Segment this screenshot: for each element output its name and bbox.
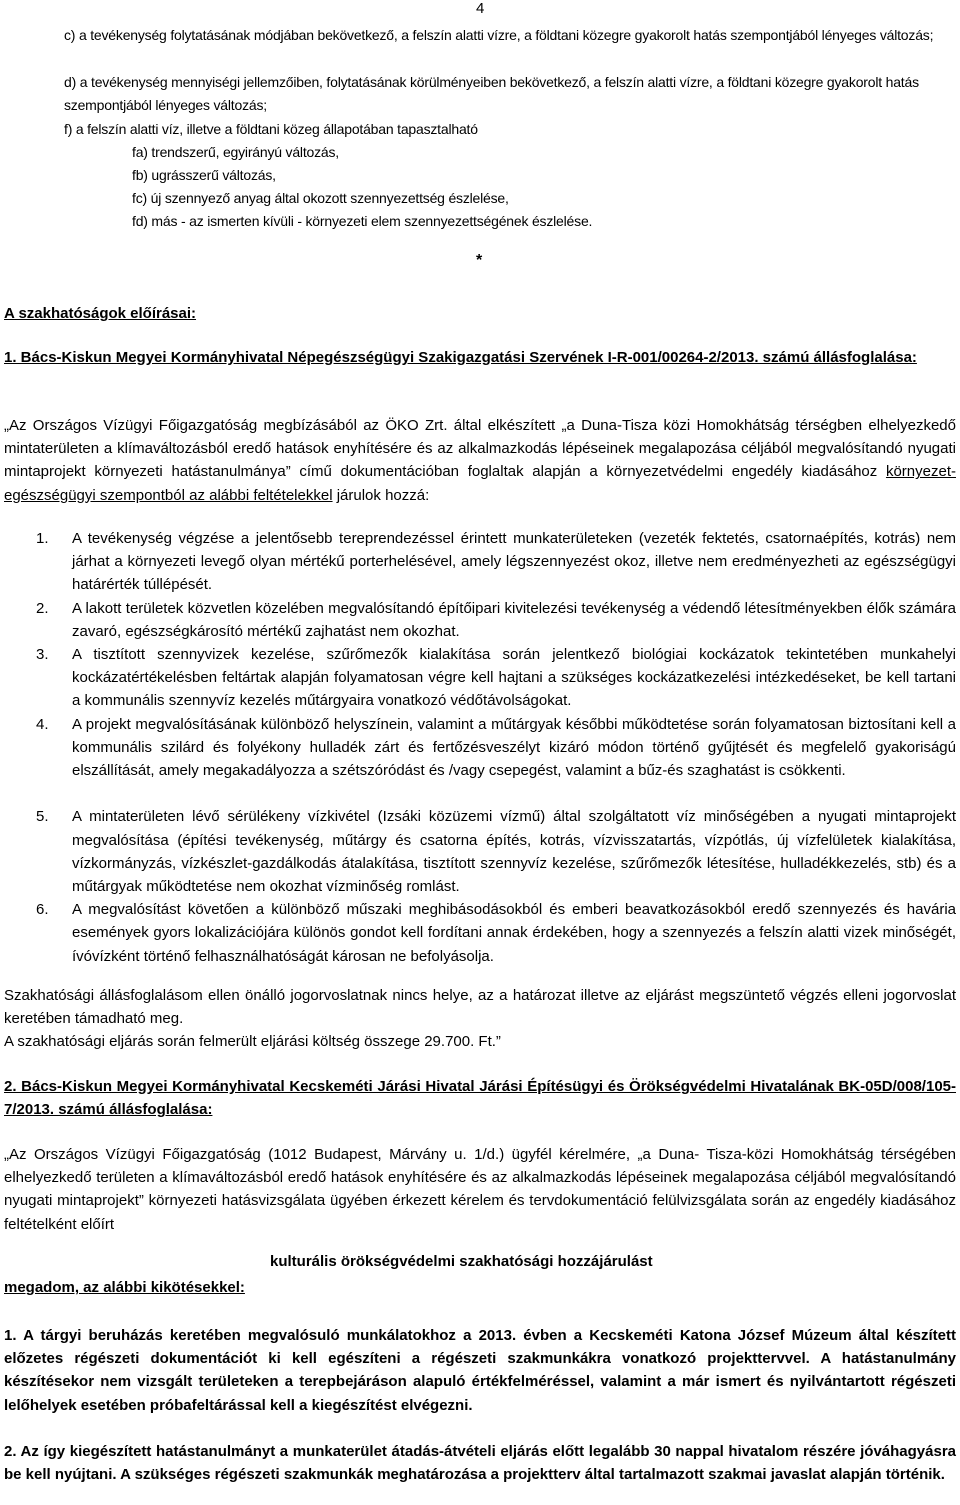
list-item	[4, 597, 956, 643]
clause-fa: fa) trendszerű, egyirányú változás,	[132, 144, 339, 160]
item-text: A mintaterületen lévő sérülékeny vízkivétel (Izsáki közüzemi vízmű) által szolgáltatott víz minőségében a nyugati mintaprojekt megvalósítása (építési tevékenység, műtárgy és csatorna építés, kotrás, vízvisszatartás, vízpótlás, új vízfelületek kialakítása, vízkormányzás, vízkészlet-gazdálkodás átalakítása, tisztított szennyvíz kezelése, szűrőmezők létesítése, hulladékkezelés, stb) és a műtárgyak működtetése nem okozhat vízminőség romlást.	[72, 808, 956, 895]
item-number: 6.	[36, 901, 49, 919]
condition-2: 2. Az így kiegészített hatástanulmányt a munkaterület átadás-átvételi eljárás előtt legalább 30 nappal hivatalom részére jóváhagyásra be kell nyújtani. A szükséges régészeti szakmunkák meghatározása a projektterv által tartalmazott szakmai javaslat alapján történik.	[4, 1443, 956, 1484]
item-number: 2.	[36, 599, 49, 617]
list-item	[4, 643, 956, 713]
clause-fd: fd) más - az ismerten kívüli - környezeti elem szennyezettségének észlelése.	[132, 213, 593, 229]
section1-heading: 1. Bács-Kiskun Megyei Kormányhivatal Népegészségügyi Szakigazgatási Szervének I-R-001/00264-2/2013. számú állásfoglalása:	[4, 349, 917, 366]
item-number: 5.	[36, 808, 49, 826]
clause-fc: fc) új szennyező anyag által okozott szennyezettség észlelése,	[132, 190, 509, 206]
item-text: A tisztított szennyvizek kezelése, szűrőmezők kialakítása során jelentkező biológiai kockázatok tekintetében munkahelyi kockázatértékelésben feltártak alapján folyamatosan végre kell hajtani a szükséges kockázatkezelési intézkedéseket, be kell tartani a kommunális szennyvíz kezelés műtárgyaira vonatkozó védőtávolságokat.	[72, 645, 956, 710]
item-number: 3.	[36, 645, 49, 663]
list-item	[4, 805, 956, 898]
section2-intro: „Az Országos Vízügyi Főigazgatóság (1012 Budapest, Márvány u. 1/d.) ügyfél kérelmére, „a Duna- Tisza-közi Homokhátság térségében elhelyezkedő területen a klímaváltozásból eredő hatások enyhítésére és az alkalmazkodás lépéseinek megalapozása céljából megvalósítandó nyugati mintaprojekt” környezeti hatásvizsgálata ügyében érkezett kérelem és tervdokumentáció felülvizsgálata során az engedély kiadásához feltételként előírt	[4, 1146, 956, 1233]
section1-intro	[4, 414, 956, 507]
consent-conditions-label: megadom, az alábbi kikötésekkel:	[4, 1279, 245, 1296]
item-text: A megvalósítást követően a különböző műszaki meghibásodásokból és emberi beavatkozásokból eredő szennyezés és havária események gyors lokalizációjára különös gondot kell fordítani annak érdekében, hogy a szennyezés a felszín alatti vizek minőségét, ívóvízként történő felhasználhatóságát károsan ne befolyásolja.	[72, 901, 956, 965]
condition-1: 1. A tárgyi beruházás keretében megvalósuló munkálatokhoz a 2013. évben a Kecskeméti Katona József Múzeum által készített előzetes régészeti dokumentációt ki kell egészíteni a régészeti szakmunkákra vonatkozó projekttervvel. A hatástanulmány készítésekor nem vizsgált területeken a terepbejáráson alapuló értékfelméréssel, valamint a már ismert és nyilvántartott régészeti lelőhelyek esetében próbafeltárással kell a kiegészítést elvégezni.	[4, 1327, 956, 1414]
item-text: A tevékenység végzése a jelentősebb tereprendezéssel érintett munkaterületeken (vezeték fektetés, csatornaépítés, kotrás) nem járhat a környezeti levegő olyan mértékű porterhelésével, amely légszennyezést okoz, illetve nem eredményezheti az egészségügyi határérték túllépését.	[72, 530, 956, 594]
section1-appeal-note: Szakhatósági állásfoglalásom ellen önálló jogorvoslatnak nincs helye, az a határozat illetve az eljárást megszüntető végzés elleni jogorvoslat keretében támadható meg.	[4, 987, 956, 1028]
section-separator: *	[476, 252, 483, 269]
list-item	[4, 898, 956, 968]
section1-requirements-list	[4, 527, 956, 968]
item-number: 4.	[36, 715, 49, 733]
page-number: 4	[476, 0, 485, 17]
clause-f: f) a felszín alatti víz, illetve a földtani közeg állapotában tapasztalható	[64, 121, 478, 137]
section1-intro-text: „Az Országos Vízügyi Főigazgatóság megbízásából az ÖKO Zrt. által elkészített „a Duna-Tisza közi Homokhátság térségben elhelyezkedő mintaterületen a klímaváltozásból eredő hatások enyhítésére és az alkalmazkodás lépéseinek megalapozása céljából megvalósítandó nyugati mintaprojekt környezeti hatástanulmánya” című dokumentációban foglaltak alapján a környezetvédelmi engedély kiadásához	[4, 417, 956, 481]
item-text: A projekt megvalósításának különböző helyszínein, valamint a műtárgyak későbbi működtetése során folyamatosan biztosítani kell a kommunális szilárd és folyékony hulladék zárt és fertőzésveszélyt kizáró módon történő gyűjtését és megfelelő gyakoriságú elszállítását, amely megakadályozza a szétszóródást és /vagy csepegést, valamint a bűz-és szaghatást is csökkenti.	[72, 715, 956, 779]
item-text: A lakott területek közvetlen közelében megvalósítandó építőipari kivitelezési tevékenység a védendő létesítményekben élők számára zavaró, egészségkárosító mértékű zajhatást nem okozhat.	[72, 599, 956, 640]
clause-c: c) a tevékenység folytatásának módjában bekövetkező, a felszín alatti vízre, a földtani közegre gyakorolt hatás szempontjából lényeges változás;	[64, 27, 934, 43]
section1-intro-conditions: környezet-egészségügyi szempontból az alábbi feltételekkel	[4, 463, 956, 504]
clause-d: d) a tevékenység mennyiségi jellemzőiben, folytatásának körülményeiben bekövetkező, a felszín alatti vízre, a földtani közegre gyakorolt hatás szempontjából lényeges változás;	[64, 74, 919, 114]
list-item	[4, 713, 956, 806]
section1-intro-end: járulok hozzá:	[332, 486, 430, 504]
clause-fb: fb) ugrásszerű változás,	[132, 167, 276, 183]
item-number: 1.	[36, 530, 49, 547]
section1-cost-note: A szakhatósági eljárás során felmerült eljárási költség összege 29.700. Ft.”	[4, 1033, 501, 1050]
section2-heading: 2. Bács-Kiskun Megyei Kormányhivatal Kecskeméti Járási Hivatal Járási Építésügyi és Örökségvédelmi Hivatalának BK-05D/008/105-7/2013. számú állásfoglalása:	[4, 1078, 956, 1119]
authorities-heading: A szakhatóságok előírásai:	[4, 305, 197, 322]
list-item	[4, 527, 956, 597]
consent-title: kulturális örökségvédelmi szakhatósági hozzájárulást	[270, 1253, 653, 1270]
